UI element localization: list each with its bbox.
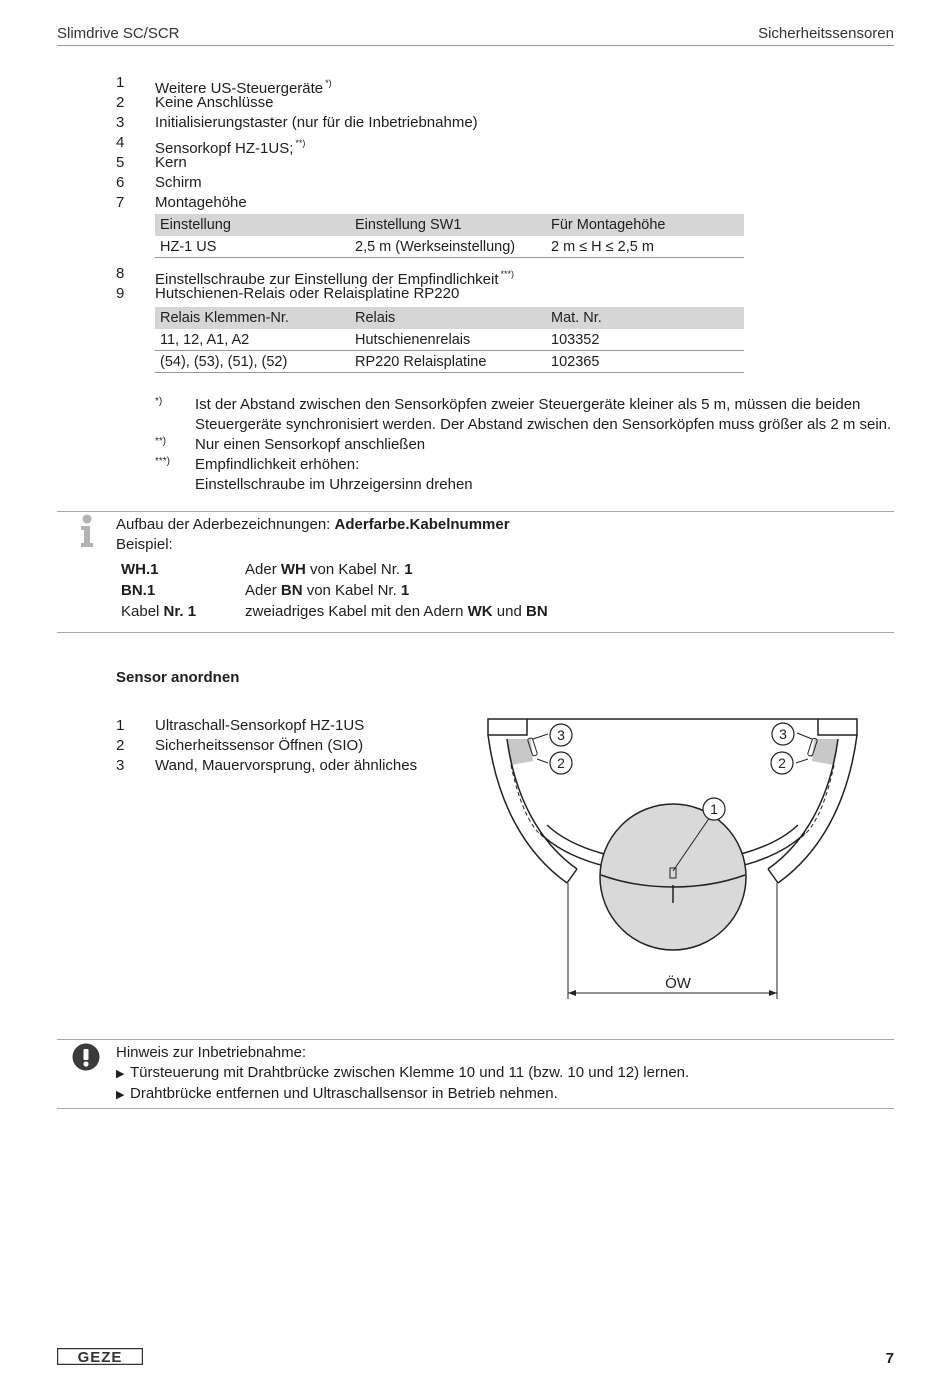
page-number: 7 [885,1350,894,1367]
table-cell: 2 m ≤ H ≤ 2,5 m [546,236,744,258]
column-header: Mat. Nr. [546,307,744,329]
callout-label: 2 [778,755,786,771]
table-header-row [155,214,744,236]
callout-line [533,734,548,739]
item-number: 1 [116,717,125,734]
callout-line [537,759,548,763]
list-item [116,173,478,193]
table-cell: Hutschienenrelais [350,329,546,351]
column-header: Relais Klemmen-Nr. [155,307,350,329]
key-text: Kabel [121,603,164,620]
footnote-text: Steuergeräte synchronisiert werden. Der Abstand zwischen den Sensorköpfen muss größer als 2 m sein. [195,416,892,433]
key-bold: WH.1 [121,561,159,578]
footnote-ref: *) [325,78,332,88]
footnote-mark: ***) [155,456,171,467]
warning-bottom-rule [57,1108,894,1109]
sensor-arrangement-diagram [485,713,860,1005]
item-number: 1 [116,74,125,91]
list-item [116,93,478,113]
item-number: 6 [116,174,125,191]
list-item [116,264,515,288]
table-cell: HZ-1 US [155,236,350,258]
callout-label: 2 [557,755,565,771]
value-bold: 1 [404,561,413,578]
legend-list-continued [116,264,514,304]
list-item [116,756,417,776]
footnote [155,395,895,435]
warning-bullet [116,1084,689,1105]
table-row [155,329,744,351]
value-text: von Kabel Nr. [305,561,405,578]
item-text: Ultraschall-Sensorkopf HZ-1US [155,717,365,734]
table-cell: (54), (53), (51), (52) [155,351,350,373]
footnote-mark: **) [155,436,167,447]
wall-end [768,869,778,883]
item-text: Schirm [155,174,202,191]
item-number: 2 [116,737,125,754]
footnote-ref: ***) [500,269,515,279]
callout-line [797,733,812,739]
column-header: Einstellung [155,214,350,236]
item-number: 3 [116,114,125,131]
footnote [155,455,895,495]
list-item [116,284,514,304]
table-row [121,580,548,601]
key-bold: Nr. 1 [163,603,197,620]
list-item [116,736,417,756]
relay-table [155,307,744,373]
item-number: 4 [116,134,125,151]
callout-label: 3 [779,726,787,742]
value-bold: WH [280,561,306,578]
list-item [116,193,478,213]
warning-title: Hinweis zur Inbetriebnahme: [116,1044,307,1061]
item-text: Sicherheitssensor Öffnen (SIO) [155,737,364,754]
table-cell: RP220 Relaisplatine [350,351,546,373]
value-text: Ader [245,561,281,578]
info-top-rule [57,511,894,512]
table-row [155,236,744,258]
warning-text [116,1043,689,1105]
bullet-text: Türsteuerung mit Drahtbrücke zwischen Klemme 10 und 11 (bzw. 10 und 12) lernen. [130,1064,690,1081]
info-icon [72,514,102,548]
core-designation-table [121,559,548,622]
list-item [116,73,478,97]
geze-logo [57,1348,143,1365]
table-row [121,559,548,580]
item-text: Wand, Mauervorsprung, oder ähnliches [155,757,418,774]
callout-label: 3 [557,727,565,743]
table-row [121,601,548,622]
footnote-mark: *) [155,396,163,407]
opening-width-label: ÖW [665,975,691,992]
callout-label: 1 [710,801,718,817]
footnote-text: Nur einen Sensorkopf anschließen [195,436,426,453]
footnote [155,435,895,455]
dimension-arrow [568,990,576,996]
item-text: Einstellschraube zur Einstellung der Empfindlichkeit [155,271,499,288]
item-number: 9 [116,285,125,302]
triangle-bullet-icon: ▶ [116,1068,125,1080]
list-item [116,113,478,133]
table-cell: 102365 [546,351,744,373]
table-header-row [155,307,744,329]
document-title: Slimdrive SC/SCR [57,25,180,42]
table-row [155,351,744,373]
info-text [116,515,510,555]
footnote-text: Einstellschraube im Uhrzeigersinn drehen [195,476,473,493]
sensor-section-title: Sensor anordnen [116,669,240,686]
column-header: Relais [350,307,546,329]
column-header: Für Montagehöhe [546,214,744,236]
value-text: zweiadriges Kabel mit den Adern [245,603,468,620]
value-text: Ader [245,582,281,599]
warning-bullet [116,1063,689,1084]
footnote-text: Empfindlichkeit erhöhen: [195,456,360,473]
detection-area [600,804,746,950]
table-cell: 103352 [546,329,744,351]
triangle-bullet-icon: ▶ [116,1089,125,1101]
value-bold: BN [526,603,548,620]
wall-outline [818,719,857,735]
bullet-text: Drahtbrücke entfernen und Ultraschallsensor in Betrieb nehmen. [130,1085,558,1102]
callout-line [796,759,808,763]
list-item [116,133,478,157]
wall-outline [488,719,527,735]
legend-list [116,73,478,213]
info-bottom-rule [57,632,894,633]
key-bold: BN.1 [121,582,156,599]
item-text: Weitere US-Steuergeräte [155,80,324,97]
sensor-legend-list [116,716,417,776]
item-text: Kern [155,154,187,171]
section-title-header: Sicherheitssensoren [758,25,894,42]
item-number: 7 [116,194,125,211]
footnotes [155,395,895,495]
value-text: von Kabel Nr. [302,582,401,599]
list-item [116,153,478,173]
item-number: 3 [116,757,125,774]
mounting-height-table [155,214,744,258]
table-cell: 11, 12, A1, A2 [155,329,350,351]
footnote-ref: **) [295,138,306,148]
footnote-text: Ist der Abstand zwischen den Sensorköpfen zweier Steuergeräte kleiner als 5 m, müssen die beiden [195,396,861,413]
value-bold: 1 [400,582,410,599]
column-header: Einstellung SW1 [350,214,546,236]
dashed-guide [511,765,545,838]
value-bold: WK [467,603,493,620]
value-text: und [492,603,527,620]
item-text: Sensorkopf HZ-1US; [155,140,294,157]
info-intro: Aufbau der Aderbezeichnungen: [116,516,335,533]
table-cell: 2,5 m (Werkseinstellung) [350,236,546,258]
item-number: 8 [116,265,125,282]
wall-end [567,869,577,883]
item-text: Keine Anschlüsse [155,94,274,111]
list-item [116,716,417,736]
header-divider [57,45,894,46]
exclamation-icon [72,1043,100,1071]
info-example-label: Beispiel: [116,536,173,553]
item-text: Initialisierungstaster (nur für die Inbetriebnahme) [155,114,478,131]
info-intro-bold: Aderfarbe.Kabelnummer [334,516,510,533]
item-number: 5 [116,154,125,171]
svg-text:GEZE: GEZE [77,1349,123,1365]
value-bold: BN [280,582,303,599]
dashed-guide [800,765,834,838]
item-number: 2 [116,94,125,111]
dimension-arrow [769,990,777,996]
item-text: Hutschienen-Relais oder Relaisplatine RP220 [155,285,460,302]
warning-top-rule [57,1039,894,1040]
item-text: Montagehöhe [155,194,247,211]
